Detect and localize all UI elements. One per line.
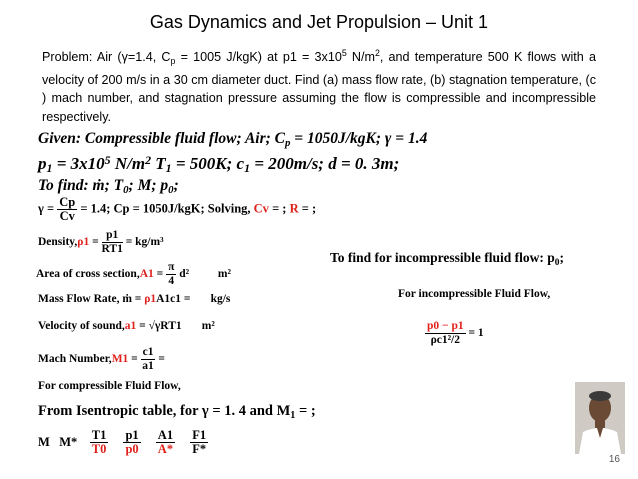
to-find-line: To find: ṁ; $T_0$; M; $p_0$; <box>38 177 179 196</box>
area-equation: Area of cross section,A1 = $\frac{\pi}{4}$ d² m² <box>36 261 231 287</box>
incompressible-subheading: For incompressible Fluid Flow, <box>398 288 551 300</box>
ratio-a: $\frac{A1}{A*}$ <box>157 428 174 456</box>
gamma-fraction: $\frac{Cp}{Cv}$ <box>59 195 76 223</box>
density-fraction: $\frac{p1}{RT1}$ <box>101 229 123 255</box>
incompressible-fraction: $\frac{p0 - p1}{\text{ρc1²/2}}$ <box>427 320 464 346</box>
incompressible-heading: To find for incompressible fluid flow: $p_0$; <box>330 250 565 268</box>
mass-flow-equation: Mass Flow Rate, ṁ = ρ1A1c1 = kg/s <box>38 293 231 305</box>
isentropic-line: From Isentropic table, for γ = 1. 4 and $M_1$ = ; <box>38 403 316 421</box>
problem-statement: Problem: Air (γ=1.4, $C_p = 1005$ J/kgK) at $p1 = 3x10^5$ $N/m^2$, and temperature 500 K flows with a velocity of 200 m/s in a 30 cm diameter duct. Find (a) mass flow rate, (b) stagnation temperature, (c ) mach number, and stagnation pressure assuming the flow is compressible and incompressible respectively. <box>42 48 596 124</box>
page-number: 16 <box>608 454 620 465</box>
incompressible-equation: $\frac{p0 - p1}{\text{ρc1²/2}}$ = 1 <box>427 320 484 346</box>
area-fraction: $\frac{\pi}{4}$ <box>168 261 175 287</box>
compressible-heading: For compressible Fluid Flow, <box>38 380 181 392</box>
density-equation: Density,ρ1 = $\frac{p1}{RT1}$ = kg/m³ <box>38 229 164 255</box>
mach-equation: Mach Number,M1 = $\frac{c1}{a1}$ = <box>38 346 165 372</box>
mach-fraction: $\frac{c1}{a1}$ <box>142 346 154 372</box>
given-values: $p_1 = 3x10^5$ $N/m^2$ $T_1 = 500K$; $c_1 = 200m/s$; d = 0. 3m; <box>38 153 400 175</box>
ratio-t: $\frac{T1}{T0}$ <box>91 428 107 456</box>
ratio-p: $\frac{p1}{p0}$ <box>125 428 139 456</box>
page-title: Gas Dynamics and Jet Propulsion – Unit 1 <box>149 12 489 32</box>
ratio-f: $\frac{F1}{F*}$ <box>192 428 207 456</box>
presenter-photo <box>575 382 625 454</box>
gamma-equation: γ = $\frac{Cp}{Cv}$ = 1.4; Cp = 1050J/kgK; Solving, Cv = ; R = ; <box>38 195 317 223</box>
isentropic-table-header: M M* $\frac{T1}{T0}$ $\frac{p1}{p0}$ $\frac{A1}{A*}$ $\frac{F1}{F*}$ <box>38 428 207 456</box>
sound-velocity-equation: Velocity of sound,a1 = √γRT1 m² <box>38 320 215 332</box>
given-line: Given: Compressible fluid flow; Air; $C_p = 1050J/kgK$; γ = 1.4 <box>38 130 428 149</box>
